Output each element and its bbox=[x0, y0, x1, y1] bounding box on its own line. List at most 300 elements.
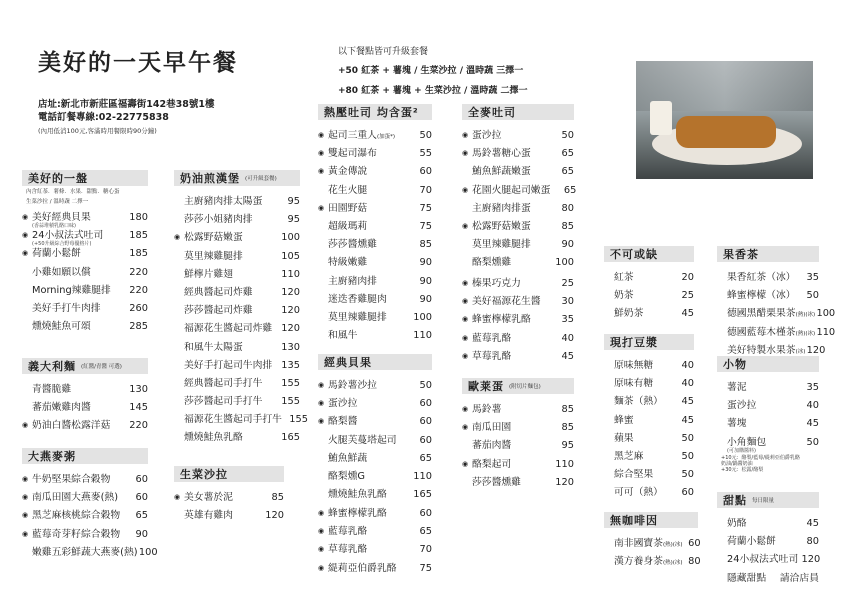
item-price: 110 bbox=[281, 268, 300, 280]
item-name: 榛果巧克力 bbox=[472, 278, 521, 289]
item-price: 95 bbox=[561, 440, 574, 452]
menu-item bbox=[318, 489, 432, 507]
store-info bbox=[38, 98, 214, 124]
item-price: 85 bbox=[561, 220, 574, 232]
item-price: 50 bbox=[681, 469, 694, 481]
section-musthave bbox=[604, 246, 694, 327]
item-name: 馬鈴薯糖心蛋 bbox=[472, 148, 531, 160]
menu-item bbox=[462, 184, 577, 203]
item-price: 請洽店員 bbox=[779, 572, 819, 584]
menu-item bbox=[604, 556, 701, 574]
menu-item bbox=[318, 471, 432, 489]
item-name: 鮪魚鮮蔬嫩蛋 bbox=[472, 166, 531, 178]
item-note: (+50升級綜合野莓優格片) bbox=[32, 241, 92, 248]
section-title: 生菜沙拉 bbox=[180, 468, 228, 481]
store-phone: 電話訂餐專線:02-22775838 bbox=[38, 112, 169, 123]
item-price: 25 bbox=[561, 278, 574, 289]
menu-item bbox=[174, 196, 300, 214]
item-name: 可可（熱） bbox=[614, 487, 663, 499]
item-price: 100 bbox=[555, 257, 574, 269]
circle-mark-icon: ◉ bbox=[318, 381, 325, 389]
circle-mark-icon: ◉ bbox=[462, 351, 469, 360]
section-title: 無咖啡因 bbox=[610, 514, 658, 527]
menu-item bbox=[22, 267, 148, 285]
item-price: 90 bbox=[135, 528, 148, 540]
circle-mark-icon: ◉ bbox=[462, 423, 469, 432]
item-price: 85 bbox=[561, 422, 574, 434]
section-dessert bbox=[717, 492, 819, 591]
item-price: 85 bbox=[419, 239, 432, 251]
item-price: 75 bbox=[419, 220, 432, 232]
menu-item bbox=[22, 420, 148, 438]
item-price: 40 bbox=[806, 400, 819, 412]
item-price: 90 bbox=[419, 257, 432, 269]
item-name: 南瓜田園大燕麥(熱) bbox=[32, 492, 119, 504]
menu-item bbox=[604, 290, 694, 308]
item-price: 90 bbox=[419, 275, 432, 287]
item-name: 莎莎小姐豬肉排 bbox=[184, 214, 253, 226]
menu-item bbox=[462, 148, 574, 166]
item-price: 260 bbox=[129, 302, 148, 314]
item-price: 220 bbox=[129, 284, 148, 296]
item-name: 超級瑪莉 bbox=[328, 220, 368, 232]
menu-item bbox=[318, 563, 432, 581]
item-price: 75 bbox=[419, 202, 432, 214]
item-price: 60 bbox=[419, 434, 432, 446]
section-header bbox=[22, 448, 148, 464]
item-price: 80 bbox=[688, 556, 701, 568]
item-price: 65 bbox=[135, 510, 148, 522]
item-list bbox=[462, 130, 577, 276]
menu-item bbox=[717, 308, 836, 326]
item-price: 85 bbox=[271, 492, 284, 503]
menu-item bbox=[462, 257, 574, 275]
menu-item bbox=[22, 510, 148, 528]
menu-item bbox=[717, 272, 819, 290]
section-note: +10元：酪梨/藍莓/緹莉亞伯爵乳酪 bbox=[721, 454, 800, 461]
item-price: 65 bbox=[561, 166, 574, 178]
menu-item bbox=[174, 287, 300, 305]
item-price: 60 bbox=[419, 508, 432, 519]
item-name: 藍莓乳酪 bbox=[472, 332, 512, 344]
item-price: 120 bbox=[281, 305, 300, 317]
menu-item bbox=[174, 432, 300, 450]
item-name: 美女薯於泥 bbox=[184, 492, 233, 503]
item-price: 40 bbox=[561, 332, 574, 344]
item-price: 120 bbox=[555, 476, 574, 488]
section-header bbox=[717, 246, 819, 262]
section-subtitle: (可升級套餐) bbox=[245, 176, 277, 182]
circle-mark-icon: ◉ bbox=[174, 233, 181, 242]
circle-mark-icon: ◉ bbox=[318, 563, 325, 572]
circle-mark-icon: ◉ bbox=[174, 493, 181, 501]
section-header bbox=[318, 354, 432, 370]
circle-mark-icon: ◉ bbox=[22, 249, 29, 258]
item-price: 50 bbox=[681, 432, 694, 444]
item-price: 155 bbox=[281, 396, 300, 408]
item-price: 85 bbox=[561, 404, 574, 415]
item-price: 220 bbox=[129, 420, 148, 432]
item-price: 80 bbox=[561, 202, 574, 214]
item-name: 麵茶（熱） bbox=[614, 396, 663, 408]
item-price: 100 bbox=[281, 232, 300, 244]
section-title: 經典貝果 bbox=[324, 356, 372, 369]
section-title: 現打豆漿 bbox=[610, 336, 658, 349]
section-header bbox=[22, 358, 148, 374]
menu-item bbox=[717, 573, 819, 591]
item-name: 酪梨燻G bbox=[328, 470, 365, 482]
menu-item bbox=[318, 435, 432, 453]
menu-item bbox=[318, 294, 432, 312]
item-price: 70 bbox=[419, 184, 432, 196]
item-name: 鮪魚鮮蔬 bbox=[328, 452, 368, 464]
item-name: 鮮奶茶 bbox=[614, 308, 644, 320]
item-price: 60 bbox=[419, 416, 432, 428]
item-name: 起司三重人(加蛋*) bbox=[328, 130, 396, 141]
item-name: 牛奶堅果綜合穀物 bbox=[32, 474, 111, 485]
menu-item bbox=[462, 440, 574, 458]
section-title: 奶油煎漢堡 bbox=[180, 172, 240, 185]
item-name: 美好手打起司牛肉排 bbox=[184, 359, 273, 371]
item-price: 80 bbox=[806, 536, 819, 548]
item-price: 130 bbox=[281, 341, 300, 353]
circle-mark-icon: ◉ bbox=[22, 511, 29, 520]
item-name: 德國藍莓木槿茶(熱)(冰) bbox=[727, 326, 816, 338]
item-name: 果香紅茶（冰） bbox=[727, 272, 796, 283]
menu-item bbox=[22, 546, 158, 565]
menu-item bbox=[462, 314, 574, 332]
menu-item bbox=[174, 342, 300, 360]
item-list bbox=[318, 130, 432, 348]
menu-item bbox=[22, 402, 148, 420]
menu-item bbox=[22, 529, 148, 547]
item-name: 蛋沙拉 bbox=[328, 398, 358, 410]
item-name: 莫里辣雞腿排 bbox=[328, 311, 387, 323]
circle-mark-icon: ◉ bbox=[462, 315, 469, 324]
circle-mark-icon: ◉ bbox=[22, 493, 29, 502]
item-name: 小雞如願以償 bbox=[32, 266, 91, 278]
menu-item bbox=[174, 492, 284, 510]
item-list bbox=[22, 212, 148, 339]
menu-item bbox=[318, 398, 432, 416]
menu-item bbox=[462, 404, 574, 422]
circle-mark-icon: ◉ bbox=[462, 459, 469, 468]
circle-mark-icon: ◉ bbox=[318, 399, 325, 408]
section-title: 小物 bbox=[723, 358, 747, 371]
menu-item bbox=[318, 148, 432, 166]
section-title: 全麥吐司 bbox=[468, 106, 516, 119]
item-price: 45 bbox=[561, 350, 574, 362]
section-header bbox=[318, 104, 432, 120]
item-name: 黑芝麻核桃綜合穀物 bbox=[32, 510, 121, 522]
circle-mark-icon: ◉ bbox=[22, 529, 29, 538]
item-name: 雙起司瀑布 bbox=[328, 148, 377, 160]
upgrade-option-50: +50 紅茶 + 薯塊 / 生菜沙拉 / 溫時蔬 三擇一 bbox=[338, 66, 524, 76]
circle-mark-icon: ◉ bbox=[462, 149, 469, 158]
item-name: 蜂蜜 bbox=[614, 414, 634, 426]
item-name: 松露野菇嫩蛋 bbox=[472, 220, 531, 232]
item-name: 蛋沙拉 bbox=[727, 400, 757, 412]
circle-mark-icon: ◉ bbox=[462, 131, 469, 139]
circle-mark-icon: ◉ bbox=[318, 509, 325, 517]
menu-item bbox=[22, 384, 148, 402]
menu-item bbox=[318, 203, 432, 221]
item-price: 130 bbox=[129, 384, 148, 395]
item-name: 蜂蜜檸檬（冰） bbox=[727, 290, 796, 302]
item-name: 綜合堅果 bbox=[614, 469, 654, 481]
item-list bbox=[717, 518, 819, 591]
circle-mark-icon: ◉ bbox=[22, 421, 29, 430]
menu-item bbox=[22, 303, 148, 321]
menu-item bbox=[174, 269, 300, 287]
item-price: 110 bbox=[413, 470, 432, 482]
item-name: 漢方養身茶(熱)(冰) bbox=[614, 556, 683, 568]
item-list bbox=[717, 382, 819, 455]
menu-item bbox=[22, 248, 148, 266]
item-list bbox=[717, 272, 836, 363]
item-price: 50 bbox=[681, 450, 694, 462]
item-price: 65 bbox=[419, 526, 432, 538]
circle-mark-icon: ◉ bbox=[22, 475, 29, 483]
upgrade-option-80: +80 紅茶 + 薯塊 + 生菜沙拉 / 溫時蔬 二擇一 bbox=[338, 86, 528, 96]
item-name: 德國黑醋栗果茶(熱)(冰) bbox=[727, 308, 816, 320]
section-title: 歐莱蛋 bbox=[468, 380, 504, 393]
menu-item bbox=[604, 378, 694, 396]
item-price: 65 bbox=[419, 452, 432, 464]
menu-item bbox=[717, 400, 819, 418]
item-price: 110 bbox=[413, 330, 432, 342]
item-name: 經典醬起司炸雞 bbox=[184, 286, 253, 298]
section-sweet2 bbox=[462, 278, 574, 369]
section-note: +30元：松露/酪梨 bbox=[721, 466, 764, 473]
item-tag: (熱)(冰) bbox=[795, 312, 816, 319]
menu-item bbox=[22, 492, 148, 510]
item-name: 主廚豬肉排太陽蛋 bbox=[184, 196, 263, 207]
item-price: 50 bbox=[806, 436, 819, 448]
section-title: 不可或缺 bbox=[610, 248, 658, 261]
menu-item bbox=[604, 360, 694, 378]
menu-item bbox=[604, 469, 694, 487]
item-price: 110 bbox=[555, 458, 574, 470]
menu-item bbox=[462, 239, 574, 257]
item-name: 美好福源花生醬 bbox=[472, 296, 541, 308]
section-toast bbox=[318, 104, 432, 348]
upgrade-info bbox=[338, 44, 578, 103]
item-name: 南非國寶茶(熱)(冰) bbox=[614, 538, 683, 549]
item-name: 莫里辣雞腿排 bbox=[184, 250, 243, 262]
item-price: 90 bbox=[419, 293, 432, 305]
item-name: 主廚豬肉排 bbox=[328, 275, 377, 287]
item-name: 莎莎醬燻雞 bbox=[472, 476, 521, 488]
item-name: 莎莎醬起司炸雞 bbox=[184, 305, 253, 317]
menu-item bbox=[22, 321, 148, 339]
section-meihao bbox=[22, 170, 148, 339]
section-header bbox=[717, 492, 819, 508]
item-name: 松露野菇嫩蛋 bbox=[184, 232, 243, 244]
item-price: 45 bbox=[806, 518, 819, 529]
item-name: 美好經典貝果 (香蒜堆積乳酪口味) bbox=[32, 212, 128, 229]
item-name: 特級嫩雞 bbox=[328, 257, 368, 269]
item-price: 95 bbox=[287, 196, 300, 207]
item-price: 65 bbox=[563, 184, 577, 196]
item-name: 青醬脆雞 bbox=[32, 384, 72, 395]
dine-in-note: (內用低消100元,客滿時用餐限時90分鐘) bbox=[38, 127, 157, 135]
menu-item bbox=[717, 437, 819, 455]
section-small bbox=[717, 356, 819, 473]
menu-item bbox=[174, 414, 308, 432]
section-note: 奶油/鍋醬奶油 bbox=[721, 460, 753, 467]
section-description: 內含紅茶．薯條．水果．甜點．糖心蛋 bbox=[26, 189, 120, 195]
item-price: 120 bbox=[265, 510, 284, 522]
menu-item bbox=[462, 221, 574, 239]
item-price: 25 bbox=[681, 290, 694, 302]
item-tag: (熱)(冰) bbox=[795, 330, 816, 337]
item-price: 135 bbox=[281, 359, 300, 371]
menu-item bbox=[318, 166, 432, 184]
item-name: 蛋沙拉 bbox=[472, 130, 502, 141]
menu-item bbox=[604, 451, 694, 469]
item-price: 185 bbox=[129, 248, 148, 260]
item-name: 和風牛太陽蛋 bbox=[184, 341, 243, 353]
item-name: 福源花生醬起司炸雞 bbox=[184, 323, 273, 335]
item-price: 165 bbox=[281, 432, 300, 444]
item-price: 120 bbox=[281, 323, 300, 335]
item-price: 50 bbox=[561, 130, 574, 141]
menu-item bbox=[462, 459, 574, 477]
menu-item bbox=[717, 518, 819, 536]
item-list bbox=[604, 360, 694, 506]
item-price: 185 bbox=[129, 230, 148, 242]
item-price: 110 bbox=[816, 326, 836, 338]
item-note: (可加購醬料) bbox=[727, 447, 756, 454]
item-price: 50 bbox=[419, 130, 432, 141]
section-subtitle: (附切片麵包) bbox=[509, 384, 541, 390]
section-oat bbox=[22, 448, 158, 565]
section-title: 義大利麵 bbox=[28, 360, 76, 373]
section-wheat bbox=[462, 104, 577, 276]
menu-item bbox=[717, 554, 819, 572]
menu-item bbox=[604, 415, 694, 433]
menu-item bbox=[22, 474, 148, 492]
item-price: 165 bbox=[413, 489, 432, 501]
item-price: 95 bbox=[287, 214, 300, 226]
item-price: 60 bbox=[135, 474, 148, 485]
section-omelet bbox=[462, 378, 574, 495]
item-name: 紅茶 bbox=[614, 272, 634, 283]
item-name: Morning辣雞腿排 bbox=[32, 284, 111, 296]
circle-mark-icon: ◉ bbox=[462, 405, 469, 413]
item-price: 65 bbox=[561, 148, 574, 160]
item-price: 155 bbox=[281, 377, 300, 389]
item-name: 奶酪 bbox=[727, 518, 747, 529]
menu-item bbox=[174, 214, 300, 232]
section-description: 生菜沙拉 / 溫時蔬 二擇一 bbox=[26, 199, 89, 205]
menu-item bbox=[717, 382, 819, 400]
upgrade-intro: 以下餐點皆可升級套餐 bbox=[338, 47, 429, 57]
item-price: 120 bbox=[281, 286, 300, 298]
section-subtitle: (紅醬/青醬 可選) bbox=[81, 364, 122, 370]
item-price: 45 bbox=[681, 414, 694, 426]
item-price: 100 bbox=[138, 546, 158, 558]
item-list bbox=[318, 380, 432, 507]
item-name: 莫里辣雞腿排 bbox=[472, 239, 531, 251]
item-list bbox=[462, 404, 574, 495]
item-name: 莎莎醬燻雞 bbox=[328, 239, 377, 251]
menu-item bbox=[604, 433, 694, 451]
item-name: 原味無糖 bbox=[614, 360, 654, 371]
circle-mark-icon: ◉ bbox=[462, 279, 469, 287]
menu-item bbox=[604, 538, 701, 556]
section-header bbox=[22, 170, 148, 186]
section-header bbox=[717, 356, 819, 372]
food-photo bbox=[636, 61, 813, 179]
item-tag: (冰) bbox=[795, 348, 806, 355]
section-title: 甜點 bbox=[723, 494, 747, 507]
item-price: 20 bbox=[681, 272, 694, 283]
item-price: 45 bbox=[806, 418, 819, 430]
item-list bbox=[604, 538, 701, 574]
item-list bbox=[174, 196, 308, 451]
item-price: 60 bbox=[135, 492, 148, 504]
store-address: 店址:新北市新莊區福壽街142巷38號1樓 bbox=[38, 99, 215, 110]
item-price: 60 bbox=[681, 487, 694, 499]
circle-mark-icon: ◉ bbox=[462, 333, 469, 342]
circle-mark-icon: ◉ bbox=[22, 213, 29, 221]
menu-item bbox=[174, 510, 284, 528]
menu-item bbox=[318, 239, 432, 257]
section-fruittea bbox=[717, 246, 836, 363]
item-price: 70 bbox=[419, 544, 432, 556]
item-name: 花生火腿 bbox=[328, 184, 368, 196]
item-name: 南瓜田園 bbox=[472, 422, 512, 434]
menu-item bbox=[318, 130, 432, 148]
item-name: 隱藏甜點 bbox=[727, 572, 767, 584]
item-price: 145 bbox=[129, 402, 148, 414]
item-price: 155 bbox=[289, 414, 308, 426]
menu-item bbox=[318, 185, 432, 203]
circle-mark-icon: ◉ bbox=[318, 203, 325, 212]
item-name: 經典醬起司手打牛 bbox=[184, 377, 263, 389]
item-name: 薯泥 bbox=[727, 382, 747, 393]
item-price: 60 bbox=[419, 166, 432, 178]
menu-item bbox=[462, 278, 574, 296]
item-name: 酪梨醬 bbox=[328, 416, 358, 428]
item-name: 馬鈴薯 bbox=[472, 404, 502, 415]
item-name: 藍莓奇芽籽綜合穀物 bbox=[32, 528, 121, 540]
item-price: 90 bbox=[561, 239, 574, 251]
item-price: 50 bbox=[806, 290, 819, 302]
menu-item bbox=[462, 422, 574, 440]
item-name: 蜂蜜檸檬乳酪 bbox=[472, 314, 531, 326]
item-name: 奶油白醬松露洋菇 bbox=[32, 420, 111, 432]
item-name: 黃金傳說 bbox=[328, 166, 368, 178]
item-list bbox=[462, 278, 574, 369]
item-name: 燻燒鮭魚乳酪 bbox=[184, 432, 243, 444]
item-name: 花園火腿起司嫩蛋 bbox=[472, 184, 551, 196]
item-name: 馬鈴薯沙拉 bbox=[328, 380, 377, 391]
circle-mark-icon: ◉ bbox=[318, 149, 325, 158]
menu-item bbox=[318, 276, 432, 294]
item-price: 30 bbox=[561, 296, 574, 308]
item-name: 田園野菇 bbox=[328, 202, 368, 214]
item-name: 奶茶 bbox=[614, 290, 634, 302]
section-header bbox=[174, 466, 284, 482]
menu-item bbox=[22, 230, 148, 248]
menu-item bbox=[318, 312, 432, 330]
item-name: 鮮檸片雞翅 bbox=[184, 268, 233, 280]
circle-mark-icon: ◉ bbox=[22, 231, 29, 240]
menu-item bbox=[717, 290, 819, 308]
